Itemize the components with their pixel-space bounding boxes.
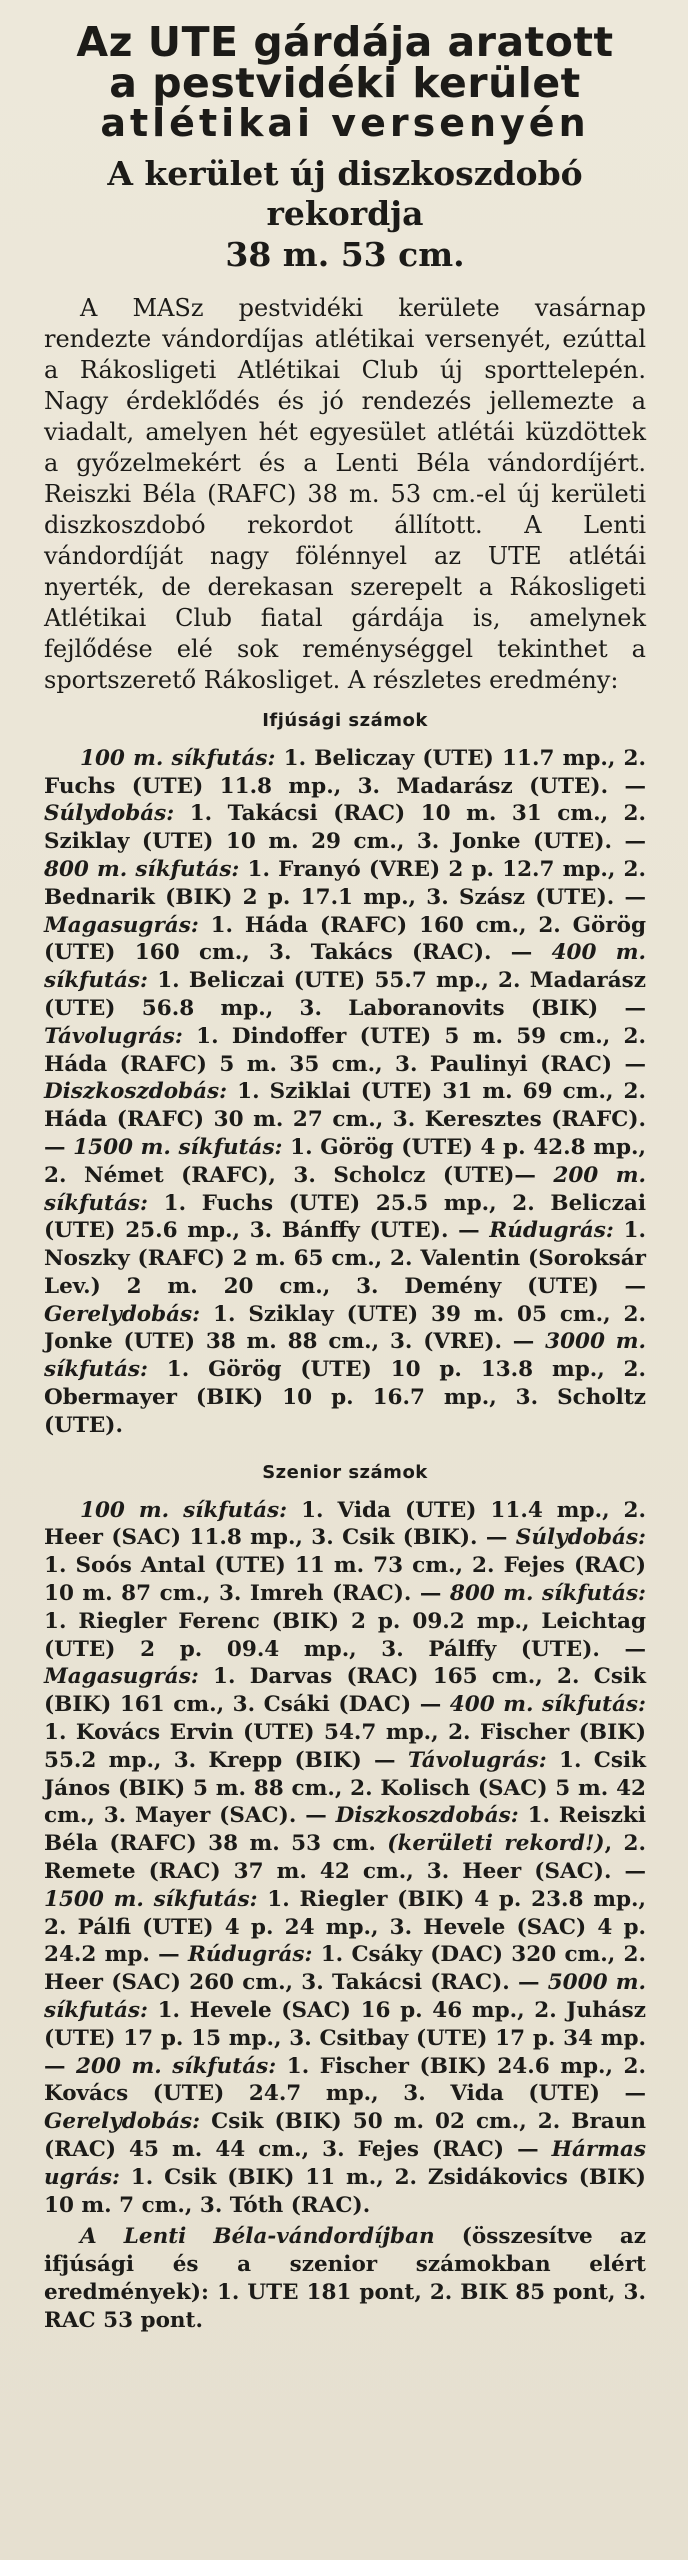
event-result: 1. Beliczai (UTE) 55.7 mp., 2. Madarász (UTE) 56.8 mp., 3. Laboranovits (BIK) — — [44, 968, 646, 1021]
event-result: 1. Hevele (SAC) 16 p. 46 mp., 2. Juhász (UTE) 17 p. 15 mp., 3. Csitbay (UTE) 17 p. 34 mp. — — [44, 1998, 646, 2079]
event-result: 1. Fuchs (UTE) 25.5 mp., 2. Beliczai (UTE) 25.6 mp., 3. Bánffy (UTE). — — [44, 1190, 646, 1244]
event-result: 1. Takácsi (RAC) 10 m. 31 cm., 2. Sziklay (UTE) 10 m. 29 cm., 3. Jonke (UTE). — — [44, 801, 646, 855]
event-result: 1. Csik (BIK) 11 m., 2. Zsidákovics (BIK) 10 m. 7 cm., 3. Tóth (RAC). — [44, 2164, 646, 2218]
event-label: 200 m. síkfutás: — [44, 1162, 646, 1216]
headline — [44, 18, 646, 145]
section-title-youth: Ifjúsági számok — [262, 709, 428, 731]
section-title-senior: Szenior számok — [262, 1461, 428, 1483]
event-result: 1. Görög (UTE) 10 p. 13.8 mp., 2. Obermayer (BIK) 10 p. 16.7 mp., 3. Scholtz (UTE). — [44, 1357, 646, 1438]
event-label: Súlydobás: — [515, 1525, 646, 1551]
event-result: 1. Kovács Ervin (UTE) 54.7 mp., 2. Fischer (BIK) 55.2 mp., 3. Krepp (BIK) — — [44, 1720, 646, 1773]
event-result: 1. Noszky (RAFC) 2 m. 65 cm., 2. Valentin (Soroksár Lev.) 2 m. 20 cm., 3. Demény (UTE) — — [44, 1218, 646, 1299]
event-result: 1. Vida (UTE) 11.4 mp., 2. Heer (SAC) 11.8 mp., 3. Csik (BIK). — — [44, 1497, 646, 1551]
headline-line-3: atlétikai versenyén — [100, 101, 590, 145]
event-label: Diszkoszdobás: — [44, 1079, 228, 1105]
event-result: 1. Csik János (BIK) 5 m. 88 cm., 2. Kolisch (SAC) 5 m. 42 cm., 3. Mayer (SAC). — — [44, 1747, 646, 1829]
event-result: 1. Görög (UTE) 4 p. 42.8 mp., 2. Német (RAFC), 3. Scholcz (UTE)— — [44, 1134, 646, 1188]
subheadline — [44, 154, 646, 275]
event-label: 800 m. síkfutás: — [44, 856, 240, 882]
event-label: 100 m. síkfutás: — [80, 1497, 288, 1523]
spacer — [44, 1440, 646, 1448]
event-label: Súlydobás: — [44, 801, 175, 827]
event-result: 1. Csáky (DAC) 320 cm., 2. Heer (SAC) 260 cm., 3. Takácsi (RAC). — — [44, 1942, 646, 1996]
event-label: Magasugrás: — [44, 912, 199, 938]
event-label: Gerelydobás: — [44, 2109, 201, 2135]
event-label: Diszkoszdobás: — [335, 1803, 519, 1829]
event-result: 1. Háda (RAFC) 160 cm., 2. Görög (UTE) 160 cm., 3. Takács (RAC). — — [44, 912, 646, 966]
event-result: 1. Franyó (VRE) 2 p. 12.7 mp., 2. Bednarik (BIK) 2 p. 17.1 mp., 3. Szász (UTE). — — [44, 856, 646, 910]
trophy-result: (összesítve az ifjúsági és a szenior számokban elért eredmények): 1. UTE 181 pont, 2. BIK 85 pont, 3. RAC 53 pont. — [44, 2224, 646, 2334]
event-label: 3000 m. síkfutás: — [44, 1329, 646, 1383]
youth-results — [44, 745, 646, 1440]
event-label: 100 m. síkfutás: — [80, 745, 276, 771]
event-label: Hármas ugrás: — [44, 2137, 646, 2190]
event-label: 5000 m. síkfutás: — [44, 1970, 647, 2024]
event-result: 1. Dindoffer (UTE) 5 m. 59 cm., 2. Háda (RAFC) 5 m. 35 cm., 3. Paulinyi (RAC) — — [44, 1023, 646, 1077]
subheadline-line-2: 38 m. 53 cm. — [225, 234, 465, 274]
event-label: 1500 m. síkfutás: — [44, 1886, 258, 1912]
event-result: Csik (BIK) 50 m. 02 cm., 2. Braun (RAC) 45 m. 44 cm., 3. Fejes (RAC) — — [44, 2109, 646, 2162]
event-label: 1500 m. síkfutás: — [73, 1134, 283, 1160]
record-note: (kerületi rekord!) — [387, 1831, 605, 1857]
event-result: 1. Riegler (BIK) 4 p. 23.8 mp., 2. Pálfi (UTE) 4 p. 24 mp., 3. Hevele (SAC) 4 p. 24.2 mp. — — [44, 1886, 646, 1968]
event-label: 800 m. síkfutás: — [449, 1581, 646, 1607]
subheadline-line-1: A kerület új diszkoszdobó rekordja — [107, 154, 583, 234]
trophy-standings — [44, 2223, 646, 2335]
lead-paragraph: A MASz pestvidéki kerülete vasárnap rendezte vándordíjas atlétikai versenyét, ezúttal a Rákosligeti Atlétikai Club új sporttelepén. Nagy érdeklődés és jó rendezés jellemezte a viadalt, amelyen hét egyesület atlétái küzdöttek a győzelmekért és a Lenti Béla vándordíjért. Reiszki Béla (RAFC) 38 m. 53 cm.-el új kerületi diszkoszdobó rekordot állított. A Lenti vándordíját nagy fölénnyel az UTE atlétái nyerték, de derekasan szerepelt a Rákosligeti Atlétikai Club fiatal gárdája is, amelynek fejlődése elé sok reménységgel tekinthet a sportszerető Rákosliget. A részletes eredmény: — [44, 293, 646, 694]
event-label: Rúdugrás: — [489, 1218, 614, 1244]
event-result: 1. Sziklay (UTE) 39 m. 05 cm., 2. Jonke (UTE) 38 m. 88 cm., 3. (VRE). — — [44, 1301, 646, 1355]
event-label: 400 m. síkfutás: — [44, 940, 646, 994]
event-label: Gerelydobás: — [44, 1301, 201, 1327]
event-label: 200 m. síkfutás: — [76, 2053, 277, 2079]
event-result: 1. Darvas (RAC) 165 cm., 2. Csik (BIK) 161 cm., 3. Csáki (DAC) — — [44, 1664, 646, 1718]
event-label: Távolugrás: — [407, 1747, 547, 1773]
trophy-label: A Lenti Béla-vándordíjban — [80, 2224, 435, 2250]
event-result: , 2. Remete (RAC) 37 m. 42 cm., 3. Heer (SAC). — — [44, 1831, 647, 1885]
event-result: 1. Beliczay (UTE) 11.7 mp., 2. Fuchs (UTE) 11.8 mp., 3. Madarász (UTE). — — [44, 745, 646, 799]
headline-line-1: Az UTE gárdája aratott — [76, 18, 614, 66]
event-result: 1. Fischer (BIK) 24.6 mp., 2. Kovács (UTE) 24.7 mp., 3. Vida (UTE) — — [44, 2053, 646, 2107]
event-result: 1. Sziklai (UTE) 31 m. 69 cm., 2. Háda (RAFC) 30 m. 27 cm., 3. Keresztes (RAFC). — — [44, 1079, 646, 1160]
event-result: 1. Riegler Ferenc (BIK) 2 p. 09.2 mp., Leichtag (UTE) 2 p. 09.4 mp., 3. Pálffy (UTE). — — [44, 1608, 646, 1662]
event-label: 400 m. síkfutás: — [449, 1692, 646, 1718]
event-label: Távolugrás: — [44, 1023, 183, 1049]
headline-line-2: a pestvidéki kerület — [109, 59, 581, 107]
event-label: Rúdugrás: — [187, 1942, 313, 1968]
event-label: Magasugrás: — [44, 1664, 199, 1690]
event-result: 1. Reiszki Béla (RAFC) 38 m. 53 cm. — [44, 1803, 646, 1857]
event-result: 1. Soós Antal (UTE) 11 m. 73 cm., 2. Fejes (RAC) 10 m. 87 cm., 3. Imreh (RAC). — — [44, 1553, 646, 1607]
senior-results — [44, 1497, 646, 2220]
